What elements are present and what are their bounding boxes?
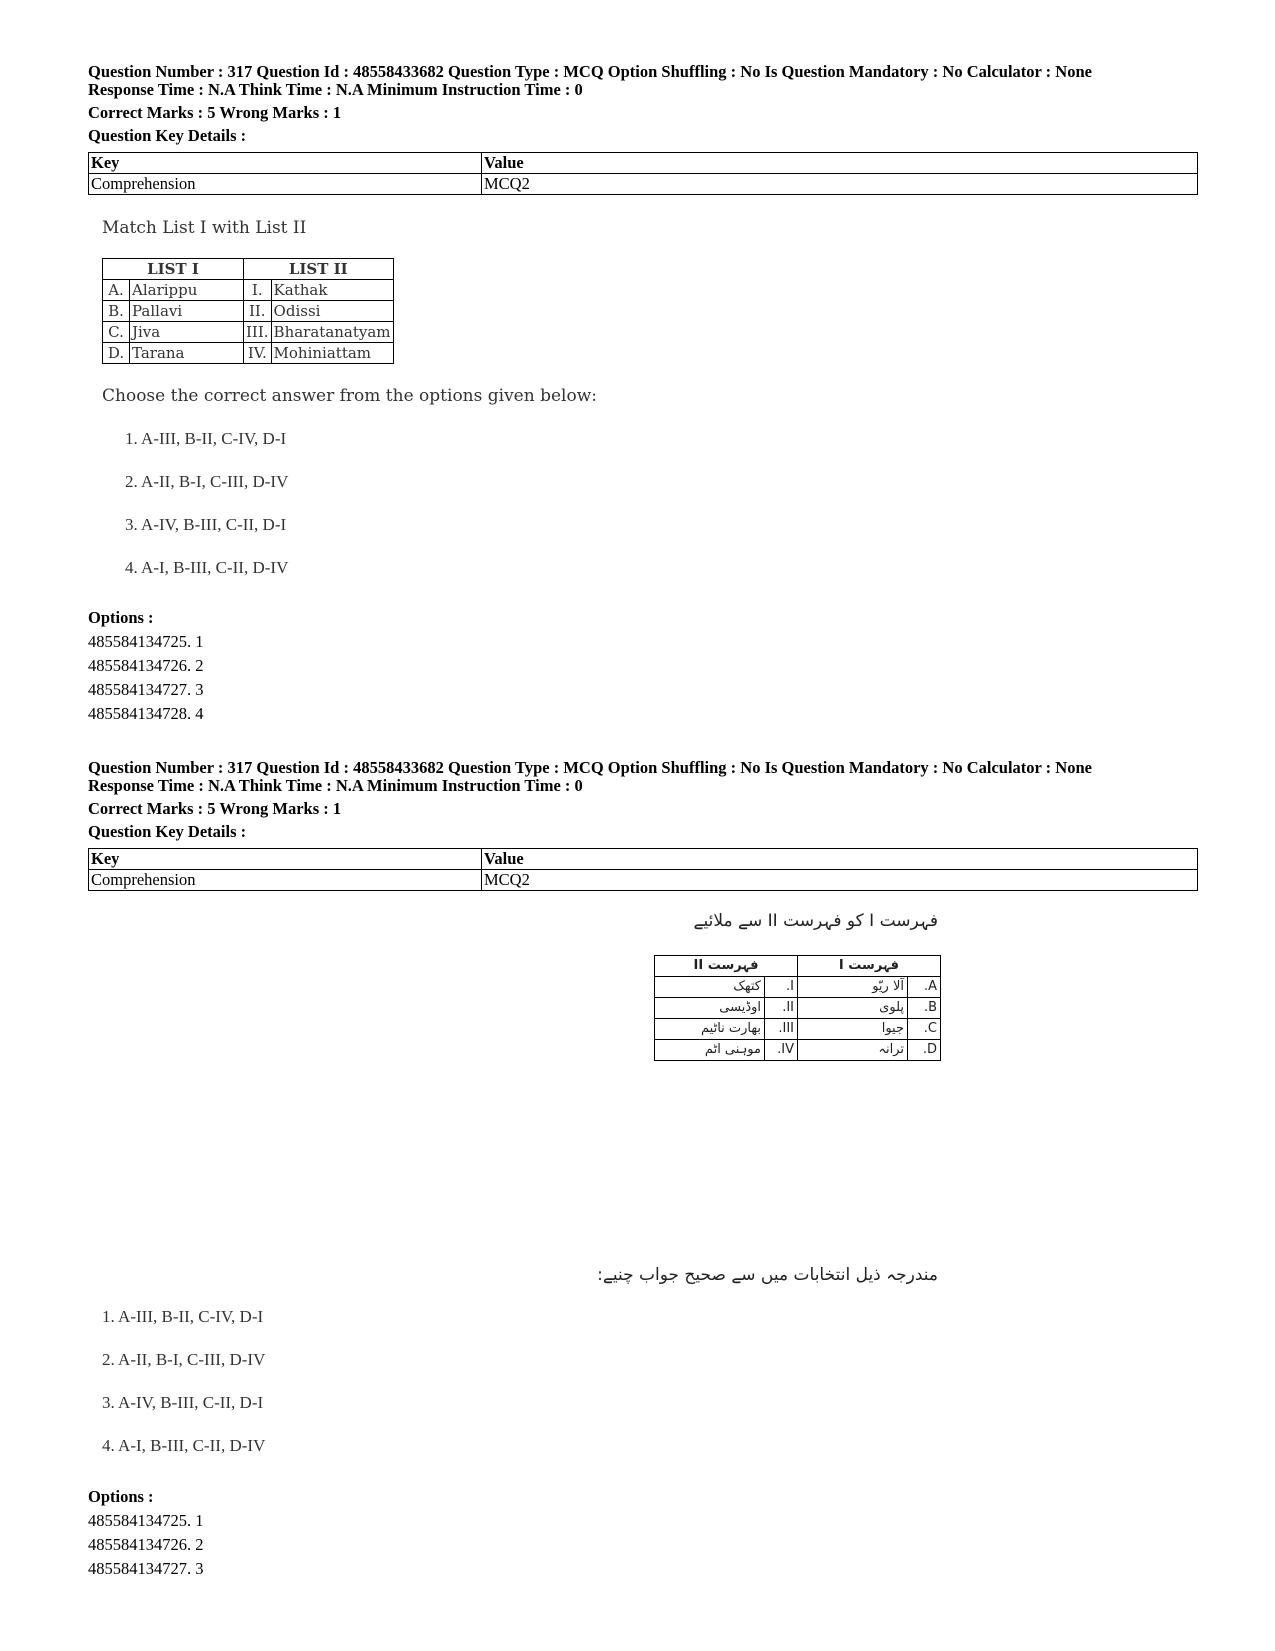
row-label: IV. <box>765 1040 798 1061</box>
row-label: III. <box>765 1019 798 1040</box>
row-label: C. <box>103 322 130 343</box>
answer-choice: 1. A-III, B-II, C-IV, D-I <box>102 1307 264 1326</box>
value-cell: MCQ2 <box>482 870 1198 891</box>
match-list-table <box>102 258 394 364</box>
list1-header: فہرست I <box>798 956 941 977</box>
value-header: Value <box>482 849 1198 870</box>
table-row <box>655 977 941 998</box>
row-label: II. <box>244 301 272 322</box>
answer-choice: 3. A-IV, B-III, C-II, D-I <box>102 1393 264 1412</box>
option-item: 485584134727. 3 <box>88 680 204 699</box>
question-meta <box>88 759 1198 841</box>
question-intro: Match List I with List II <box>102 218 307 238</box>
row-value: Mohiniattam <box>271 343 393 364</box>
option-item: 485584134725. 1 <box>88 632 204 651</box>
row-label: A. <box>908 977 941 998</box>
table-row <box>103 322 394 343</box>
row-value: اوڈیسی <box>655 998 765 1019</box>
table-row <box>655 1040 941 1061</box>
meta-line-2: Response Time : N.A Think Time : N.A Minimum Instruction Time : 0 <box>88 776 583 795</box>
row-value: پلوی <box>798 998 908 1019</box>
table-row <box>103 301 394 322</box>
options-list <box>88 606 204 726</box>
row-value: ترانہ <box>798 1040 908 1061</box>
value-header: Value <box>482 153 1198 174</box>
choose-instruction: Choose the correct answer from the options given below: <box>102 386 597 406</box>
choose-instruction-urdu: مندرجہ ذیل انتخابات میں سے صحیح جواب چنیے: <box>597 1265 938 1285</box>
row-label: C. <box>908 1019 941 1040</box>
option-item: 485584134726. 2 <box>88 1535 204 1554</box>
list2-header: LIST II <box>244 259 394 280</box>
answer-choice: 2. A-II, B-I, C-III, D-IV <box>102 1350 266 1369</box>
table-row <box>103 280 394 301</box>
marks-line: Correct Marks : 5 Wrong Marks : 1 <box>88 799 342 818</box>
row-value: Odissi <box>271 301 393 322</box>
row-value: Alarippu <box>130 280 244 301</box>
row-label: B. <box>908 998 941 1019</box>
marks-line: Correct Marks : 5 Wrong Marks : 1 <box>88 103 342 122</box>
row-value: جیوا <box>798 1019 908 1040</box>
answer-choice: 2. A-II, B-I, C-III, D-IV <box>125 472 289 491</box>
option-item: 485584134726. 2 <box>88 656 204 675</box>
option-item: 485584134728. 4 <box>88 704 204 723</box>
row-value: آلا ریّو <box>798 977 908 998</box>
key-table <box>88 848 1198 891</box>
meta-line-1: Question Number : 317 Question Id : 48558433682 Question Type : MCQ Option Shuffling : No Is Question Mandatory : No Calculator : None <box>88 758 1092 777</box>
options-list <box>88 1485 204 1581</box>
row-value: Pallavi <box>130 301 244 322</box>
answer-choice: 4. A-I, B-III, C-II, D-IV <box>102 1436 266 1455</box>
key-details-label: Question Key Details : <box>88 126 247 145</box>
row-label: I. <box>765 977 798 998</box>
row-label: IV. <box>244 343 272 364</box>
option-item: 485584134727. 3 <box>88 1559 204 1578</box>
row-value: بھارت ناٹیم <box>655 1019 765 1040</box>
question-intro-urdu: فہرست I کو فہرست II سے ملائیے <box>693 911 938 931</box>
row-value: موہنی اٹم <box>655 1040 765 1061</box>
table-row <box>655 998 941 1019</box>
match-list-table-urdu <box>654 955 941 1061</box>
key-table <box>88 152 1198 195</box>
row-value: Bharatanatyam <box>271 322 393 343</box>
key-cell: Comprehension <box>89 870 482 891</box>
list2-header: فہرست II <box>655 956 798 977</box>
row-value: Tarana <box>130 343 244 364</box>
row-label: II. <box>765 998 798 1019</box>
answer-choice: 4. A-I, B-III, C-II, D-IV <box>125 558 289 577</box>
options-label: Options : <box>88 1487 154 1506</box>
answer-choice: 3. A-IV, B-III, C-II, D-I <box>125 515 287 534</box>
list1-header: LIST I <box>103 259 244 280</box>
row-label: D. <box>103 343 130 364</box>
answer-choice: 1. A-III, B-II, C-IV, D-I <box>125 429 287 448</box>
row-value: Jiva <box>130 322 244 343</box>
row-label: A. <box>103 280 130 301</box>
meta-line-1: Question Number : 317 Question Id : 48558433682 Question Type : MCQ Option Shuffling : No Is Question Mandatory : No Calculator : None <box>88 62 1092 81</box>
table-row <box>103 343 394 364</box>
key-header: Key <box>89 849 482 870</box>
table-row <box>655 1019 941 1040</box>
row-label: I. <box>244 280 272 301</box>
option-item: 485584134725. 1 <box>88 1511 204 1530</box>
value-cell: MCQ2 <box>482 174 1198 195</box>
row-label: III. <box>244 322 272 343</box>
row-label: B. <box>103 301 130 322</box>
key-cell: Comprehension <box>89 174 482 195</box>
options-label: Options : <box>88 608 154 627</box>
key-header: Key <box>89 153 482 174</box>
row-value: Kathak <box>271 280 393 301</box>
row-label: D. <box>908 1040 941 1061</box>
row-value: کتھک <box>655 977 765 998</box>
key-details-label: Question Key Details : <box>88 822 247 841</box>
meta-line-2: Response Time : N.A Think Time : N.A Minimum Instruction Time : 0 <box>88 80 583 99</box>
question-meta <box>88 63 1198 145</box>
